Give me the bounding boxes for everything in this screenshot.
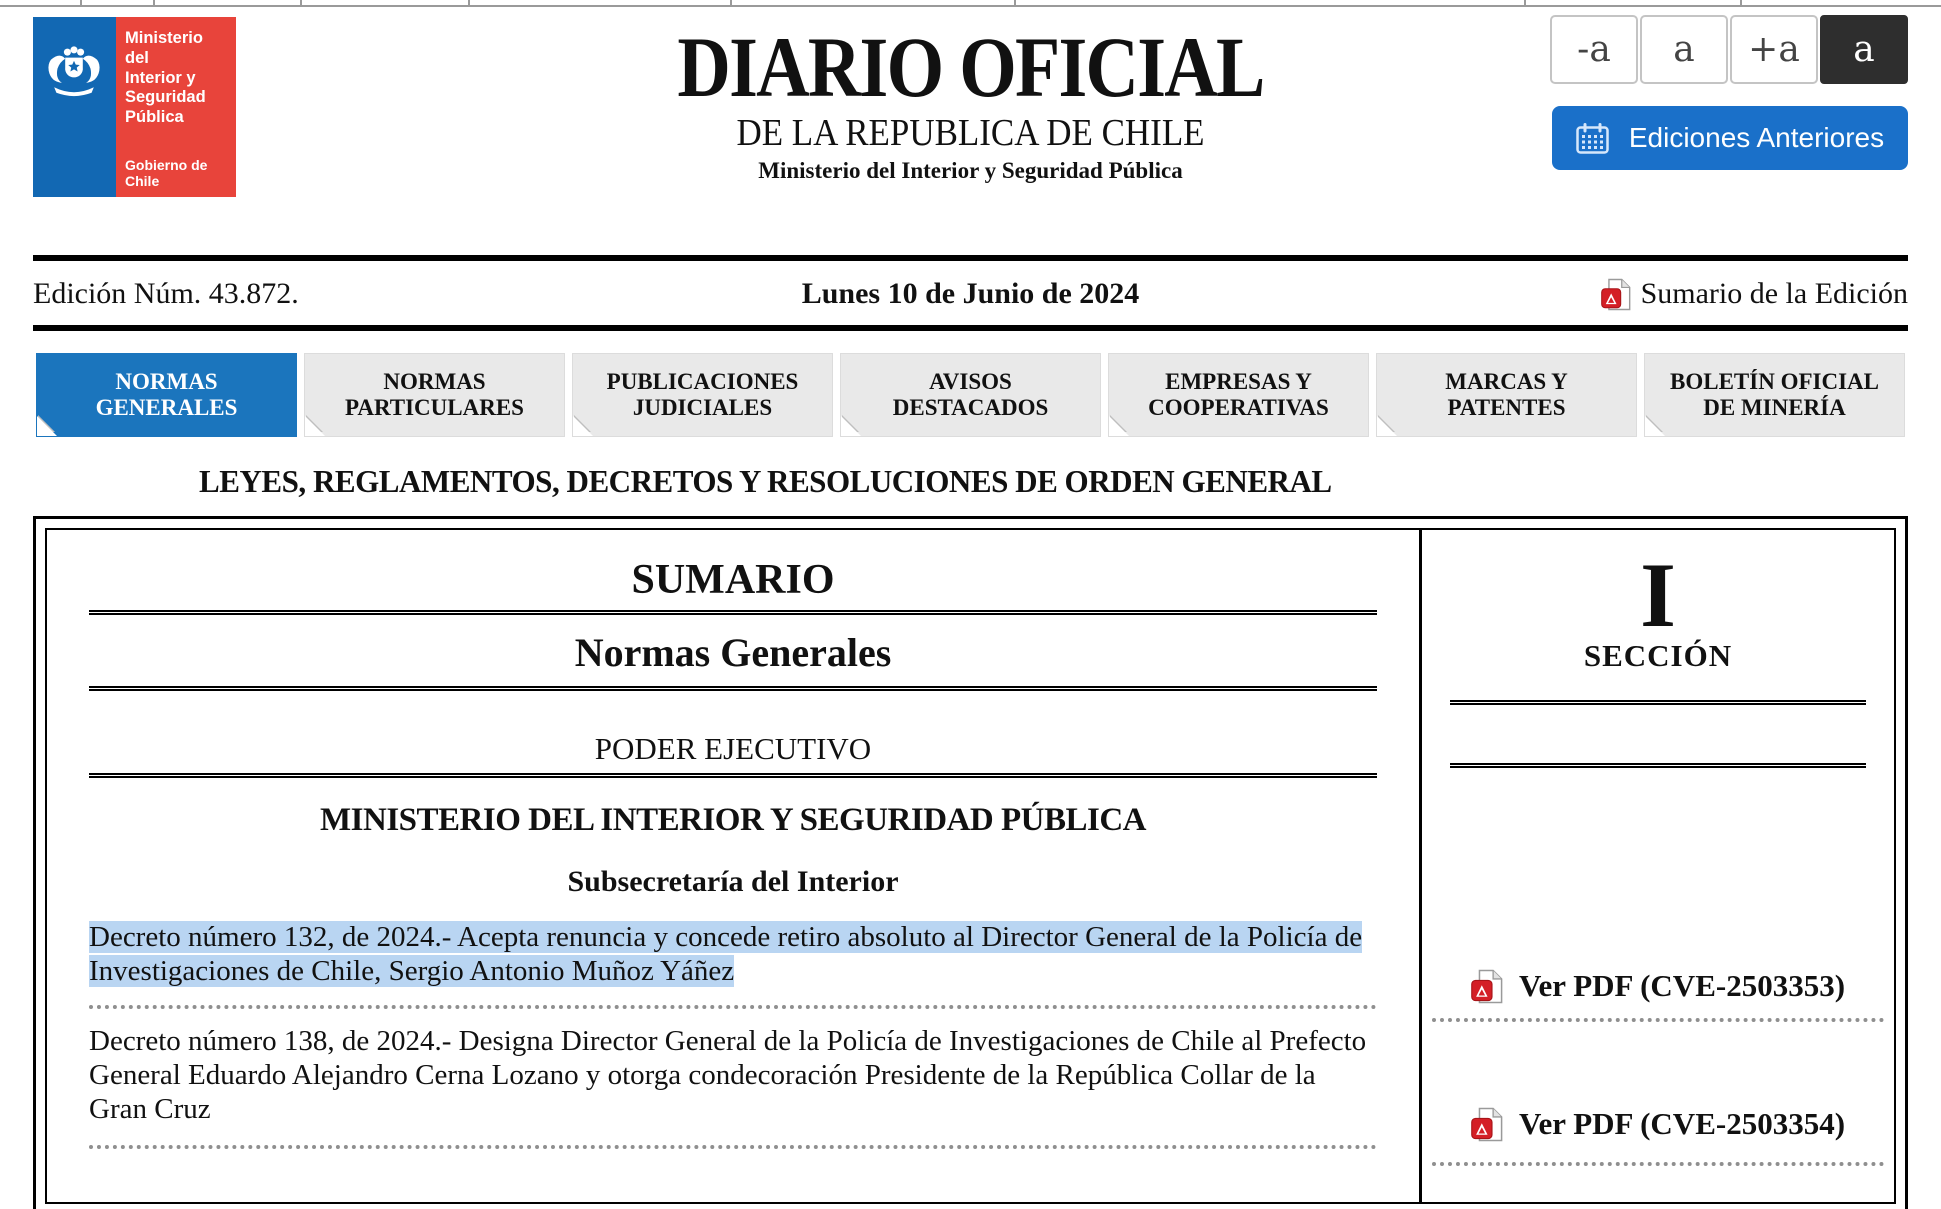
masthead-ministry: Ministerio del Interior y Seguridad Pública bbox=[758, 157, 1183, 183]
pdf-icon bbox=[1601, 278, 1631, 311]
font-size-controls bbox=[1550, 15, 1908, 84]
decree-entry: Decreto número 138, de 2024.- Designa Director General de la Policía de Investigaciones de Chile al Prefecto General Eduardo Alejandro Cerna Lozano y otorga condecoración Presidente de la República Collar de la Gran Cruz bbox=[89, 1024, 1367, 1125]
top-nav-divider bbox=[730, 0, 732, 7]
ministry-heading: MINISTERIO DEL INTERIOR Y SEGURIDAD PÚBLICA bbox=[320, 802, 1146, 838]
logo-text-line: Ministerio del bbox=[125, 29, 203, 67]
top-nav-divider bbox=[153, 0, 155, 7]
edition-date: Lunes 10 de Junio de 2024 bbox=[801, 277, 1140, 310]
section-heading: LEYES, REGLAMENTOS, DECRETOS Y RESOLUCIONES DE ORDEN GENERAL bbox=[199, 463, 1332, 499]
double-rule bbox=[89, 773, 1377, 778]
page-header bbox=[0, 7, 1941, 255]
top-nav-divider bbox=[80, 0, 82, 7]
logo-blue-panel bbox=[33, 17, 116, 197]
section-tabs bbox=[36, 353, 1905, 437]
pdf-icon bbox=[1471, 1107, 1503, 1142]
pdf-icon bbox=[1471, 969, 1503, 1004]
section-column bbox=[1422, 530, 1894, 1202]
logo-text-line: Interior y bbox=[125, 68, 196, 87]
logo-text-line: Seguridad bbox=[125, 88, 206, 107]
top-nav-strip bbox=[0, 0, 1941, 7]
tab-normas-generales[interactable]: NORMAS GENERALES bbox=[36, 353, 297, 437]
sumario-column bbox=[47, 530, 1419, 1202]
top-nav-divider bbox=[468, 0, 470, 7]
tab-empresas-cooperativas[interactable]: EMPRESAS Y COOPERATIVAS bbox=[1108, 353, 1369, 437]
branch-heading: PODER EJECUTIVO bbox=[594, 731, 872, 766]
previous-editions-label: Ediciones Anteriores bbox=[1628, 122, 1885, 153]
pdf-link-label: Ver PDF (CVE-2503353) bbox=[1518, 968, 1846, 1003]
logo-text-line: Pública bbox=[125, 108, 184, 127]
tab-boletin-mineria[interactable]: BOLETÍN OFICIAL DE MINERÍA bbox=[1644, 353, 1905, 437]
font-contrast-button[interactable]: a bbox=[1820, 15, 1908, 84]
section-label: SECCIÓN bbox=[1583, 638, 1733, 674]
double-rule bbox=[1450, 700, 1866, 705]
edition-bar bbox=[0, 261, 1941, 325]
previous-editions-button[interactable] bbox=[1552, 106, 1908, 170]
decree-entry-text-highlighted: Decreto número 132, de 2024.- Acepta renuncia y concede retiro absoluto al Director General de la Policía de Investigaciones de Chile, Sergio Antonio Muñoz Yáñez bbox=[89, 921, 1363, 987]
tab-normas-particulares[interactable]: NORMAS PARTICULARES bbox=[304, 353, 565, 437]
dotted-separator bbox=[89, 1145, 1377, 1149]
dotted-separator bbox=[1432, 1018, 1884, 1022]
page-subtitle: DE LA REPUBLICA DE CHILE bbox=[736, 111, 1205, 154]
page-title: DIARIO OFICIAL bbox=[677, 19, 1264, 115]
sumario-subtitle: Normas Generales bbox=[574, 630, 892, 675]
tab-publicaciones-judiciales[interactable]: PUBLICACIONES JUDICIALES bbox=[572, 353, 833, 437]
department-heading: Subsecretaría del Interior bbox=[567, 865, 899, 898]
sumario-title: SUMARIO bbox=[631, 557, 835, 603]
top-nav-divider bbox=[1524, 0, 1526, 7]
font-decrease-button[interactable]: -a bbox=[1550, 15, 1638, 84]
pdf-link-2[interactable] bbox=[1438, 1106, 1878, 1142]
double-rule bbox=[89, 686, 1377, 691]
edition-summary-label: Sumario de la Edición bbox=[1640, 277, 1908, 310]
tab-marcas-patentes[interactable]: MARCAS Y PATENTES bbox=[1376, 353, 1637, 437]
dotted-separator bbox=[89, 1005, 1377, 1009]
font-increase-button[interactable]: +a bbox=[1730, 15, 1818, 84]
edition-summary-link[interactable] bbox=[1601, 277, 1908, 311]
top-nav-divider bbox=[1014, 0, 1016, 7]
edition-number: Edición Núm. 43.872. bbox=[33, 277, 299, 310]
top-nav-divider bbox=[300, 0, 302, 7]
sumario-box bbox=[33, 516, 1908, 1209]
top-nav-divider bbox=[1740, 0, 1742, 7]
pdf-link-1[interactable] bbox=[1438, 968, 1878, 1004]
chile-coat-of-arms-icon bbox=[41, 45, 107, 101]
horizontal-rule bbox=[33, 325, 1908, 331]
decree-entry bbox=[89, 921, 1377, 989]
pdf-link-label: Ver PDF (CVE-2503354) bbox=[1518, 1106, 1846, 1141]
font-normal-button[interactable]: a bbox=[1640, 15, 1728, 84]
double-rule bbox=[1450, 763, 1866, 768]
dotted-separator bbox=[1432, 1162, 1884, 1166]
calendar-icon bbox=[1576, 123, 1609, 154]
double-rule bbox=[89, 610, 1377, 615]
sumario-box-inner bbox=[45, 528, 1896, 1204]
tab-avisos-destacados[interactable]: AVISOS DESTACADOS bbox=[840, 353, 1101, 437]
logo-footer-text: Gobierno de Chile bbox=[125, 157, 208, 189]
section-numeral: I bbox=[1640, 544, 1676, 646]
